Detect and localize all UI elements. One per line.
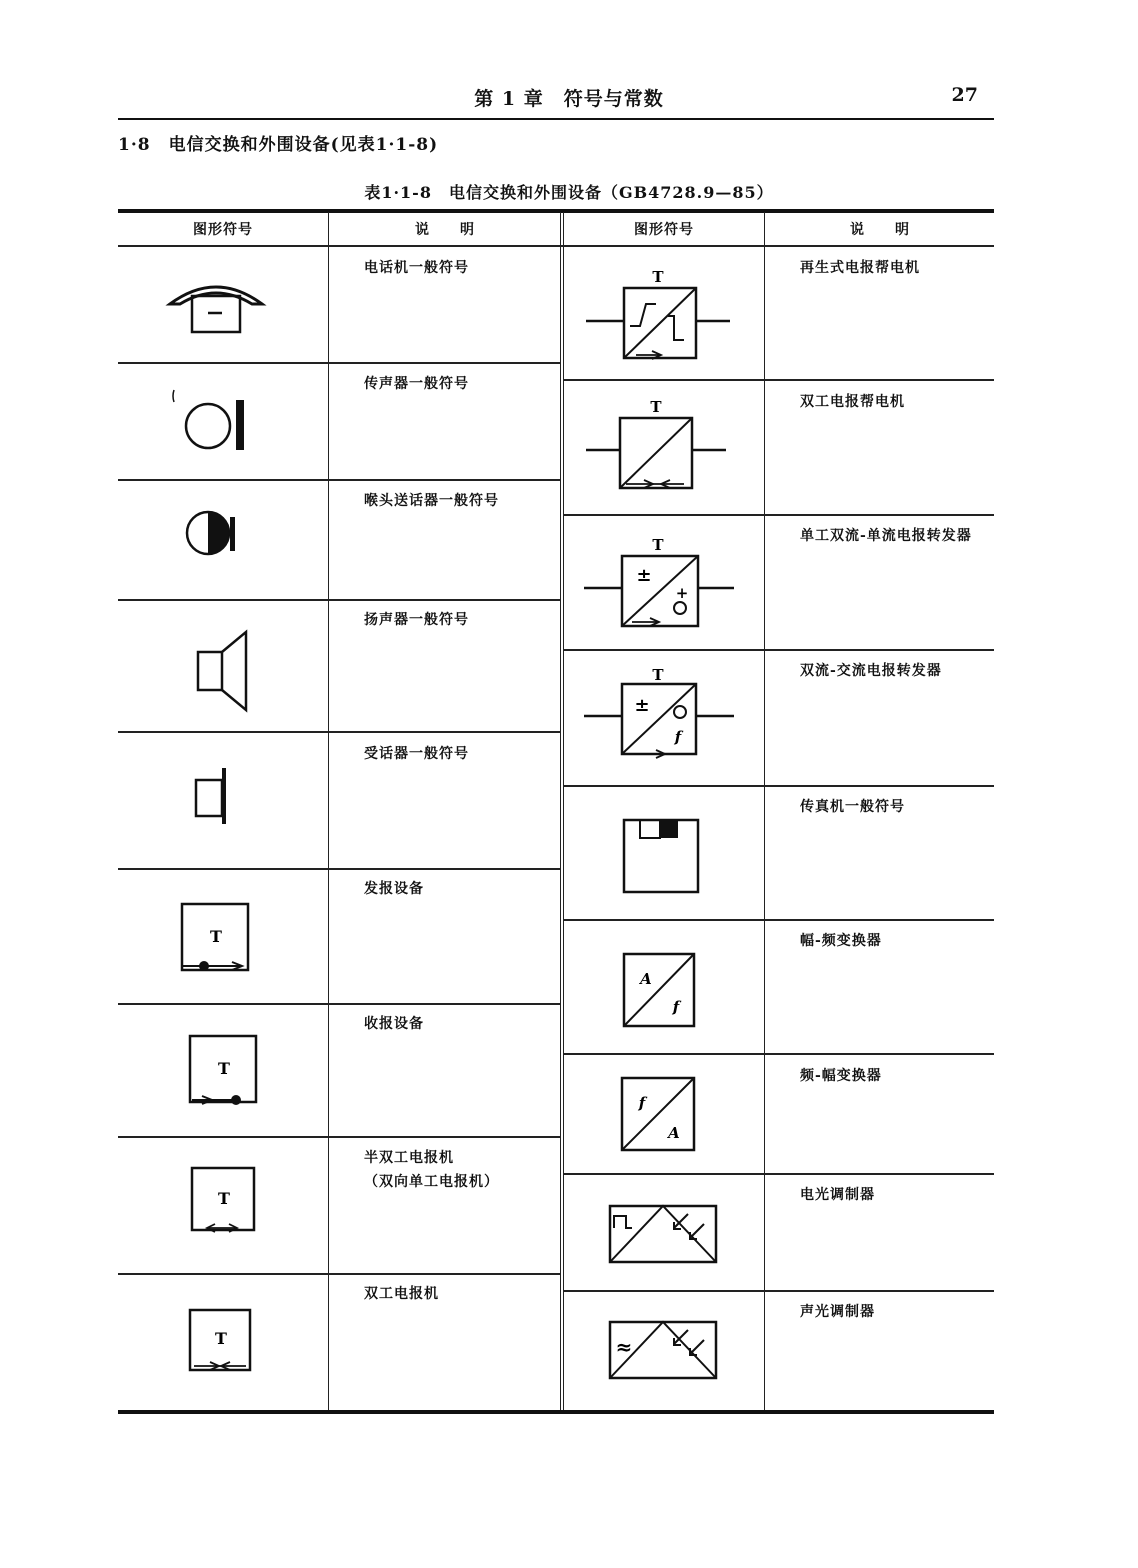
row-rule bbox=[118, 1003, 560, 1005]
column-header-description: 说 明 bbox=[415, 222, 475, 238]
description: 半双工电报机 bbox=[364, 1150, 454, 1166]
svg-text:A: A bbox=[640, 970, 652, 988]
regenerative-repeater-icon bbox=[586, 266, 732, 366]
column-header-symbol: 图形符号 bbox=[634, 222, 694, 238]
description: 声光调制器 bbox=[800, 1304, 875, 1320]
telephone-icon bbox=[166, 270, 266, 340]
row-rule bbox=[118, 362, 560, 364]
svg-text:±: ± bbox=[634, 695, 650, 716]
table-header-rule bbox=[118, 245, 994, 247]
row-rule bbox=[564, 379, 994, 381]
description: 双流-交流电报转发器 bbox=[800, 663, 942, 679]
description: （双向单工电报机） bbox=[364, 1174, 499, 1190]
svg-text:T: T bbox=[218, 1189, 230, 1208]
description: 扬声器一般符号 bbox=[364, 612, 469, 628]
row-rule bbox=[564, 1173, 994, 1175]
column-divider bbox=[764, 212, 765, 1410]
telegraph-transmit-icon bbox=[178, 900, 254, 976]
double-current-ac-converter-icon bbox=[584, 666, 736, 762]
column-divider bbox=[328, 212, 329, 1410]
section-title: 1·8 电信交换和外围设备(见表1·1-8) bbox=[118, 135, 439, 155]
svg-text:f: f bbox=[638, 1094, 646, 1112]
svg-text:±: ± bbox=[636, 565, 652, 586]
row-rule bbox=[564, 1053, 994, 1055]
description: 收报设备 bbox=[364, 1016, 424, 1032]
duplex-repeater-icon bbox=[586, 398, 732, 494]
row-rule bbox=[564, 919, 994, 921]
half-duplex-telegraph-icon bbox=[188, 1164, 262, 1240]
row-rule bbox=[564, 785, 994, 787]
svg-text:A: A bbox=[668, 1124, 680, 1142]
header-rule bbox=[118, 118, 994, 120]
description: 双工电报机 bbox=[364, 1286, 439, 1302]
row-rule bbox=[118, 868, 560, 870]
simplex-converter-icon bbox=[584, 536, 736, 632]
svg-text:T: T bbox=[650, 398, 662, 416]
row-rule bbox=[118, 1136, 560, 1138]
electro-optic-modulator-icon bbox=[606, 1202, 720, 1266]
page-number: 27 bbox=[951, 84, 978, 106]
description: 幅-频变换器 bbox=[800, 933, 882, 949]
telegraph-receive-icon bbox=[184, 1032, 264, 1112]
row-rule bbox=[118, 731, 560, 733]
loudspeaker-icon bbox=[194, 628, 254, 714]
acousto-optic-modulator-icon bbox=[606, 1318, 720, 1382]
description: 传声器一般符号 bbox=[364, 376, 469, 392]
description: 电光调制器 bbox=[800, 1187, 875, 1203]
svg-text:T: T bbox=[210, 927, 222, 946]
description: 再生式电报帮电机 bbox=[800, 260, 920, 276]
description: 频-幅变换器 bbox=[800, 1068, 882, 1084]
throat-microphone-icon bbox=[180, 505, 250, 565]
svg-text:T: T bbox=[215, 1329, 227, 1348]
column-header-description: 说 明 bbox=[850, 222, 910, 238]
row-rule bbox=[118, 599, 560, 601]
duplex-telegraph-icon bbox=[186, 1306, 256, 1376]
row-rule bbox=[564, 1290, 994, 1292]
description: 传真机一般符号 bbox=[800, 799, 905, 815]
description: 发报设备 bbox=[364, 881, 424, 897]
row-rule bbox=[564, 514, 994, 516]
description: 喉头送话器一般符号 bbox=[364, 493, 499, 509]
description: 电话机一般符号 bbox=[364, 260, 469, 276]
row-rule bbox=[118, 1273, 560, 1275]
svg-text:+: + bbox=[675, 584, 689, 602]
frequency-amplitude-converter-icon bbox=[618, 1074, 698, 1154]
receiver-icon bbox=[192, 766, 238, 828]
svg-text:T: T bbox=[652, 268, 664, 286]
svg-text:T: T bbox=[652, 666, 664, 684]
description: 受话器一般符号 bbox=[364, 746, 469, 762]
column-header-symbol: 图形符号 bbox=[193, 222, 253, 238]
svg-text:≈: ≈ bbox=[615, 1335, 633, 1359]
center-divider bbox=[560, 212, 564, 1410]
svg-text:f: f bbox=[674, 728, 682, 746]
facsimile-icon bbox=[620, 814, 702, 894]
description: 单工双流-单流电报转发器 bbox=[800, 528, 972, 544]
description: 双工电报帮电机 bbox=[800, 394, 905, 410]
microphone-icon bbox=[170, 390, 260, 460]
svg-text:f: f bbox=[672, 998, 680, 1016]
row-rule bbox=[118, 479, 560, 481]
chapter-title: 第 1 章 符号与常数 bbox=[474, 88, 664, 110]
table-top-rule bbox=[118, 209, 994, 213]
table-bottom-rule bbox=[118, 1410, 994, 1414]
table-caption: 表1·1-8 电信交换和外围设备（GB4728.9—85） bbox=[364, 183, 774, 202]
svg-text:T: T bbox=[652, 536, 664, 554]
amplitude-frequency-converter-icon bbox=[620, 950, 700, 1030]
svg-text:T: T bbox=[218, 1059, 230, 1078]
row-rule bbox=[564, 649, 994, 651]
